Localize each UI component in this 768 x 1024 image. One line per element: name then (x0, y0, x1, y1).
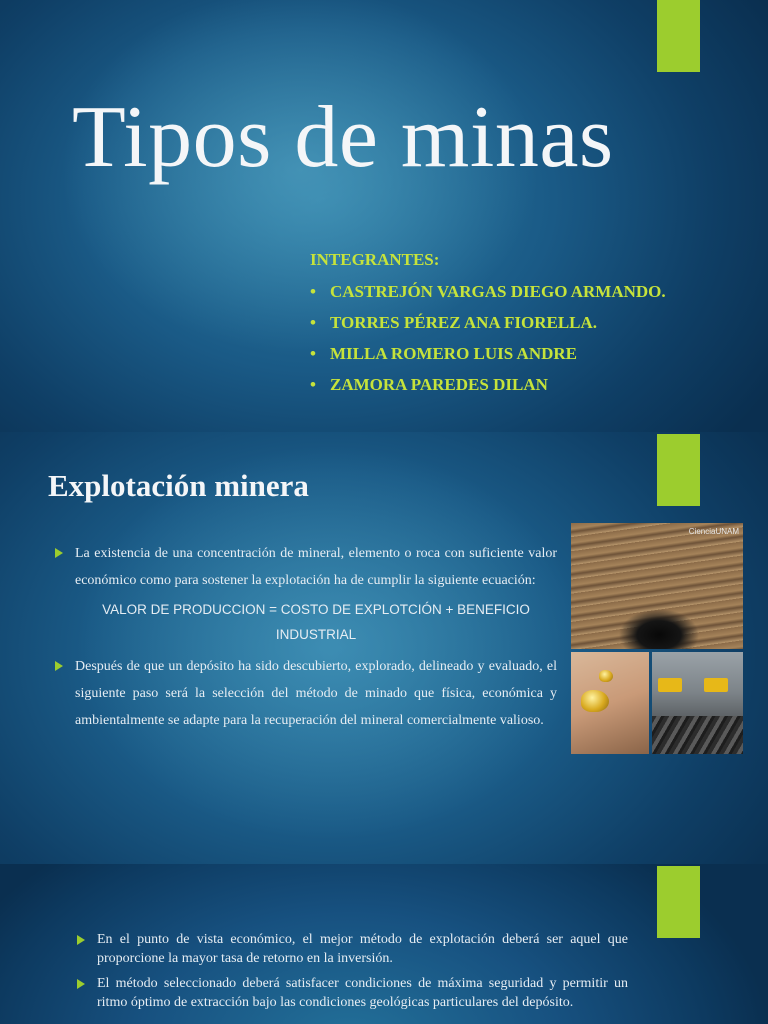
equation-text: VALOR DE PRODUCCION = COSTO DE EXPLOTCIÓN + BENEFICIO INDUSTRIAL (102, 602, 530, 642)
bullet-paragraph: La existencia de una concentración de mineral, elemento o roca con suficiente valor económico como para sostener la explotación ha de cumplir la siguiente ecuación: (55, 540, 557, 594)
slide-title-heading: Tipos de minas (72, 89, 614, 186)
gold-nugget-shape (599, 670, 613, 682)
member-item: • ZAMORA PAREDES DILAN (310, 369, 666, 400)
slide-body (77, 930, 628, 1018)
truck-icon (658, 678, 682, 692)
rock-pile (652, 716, 743, 754)
green-accent-bar (657, 434, 700, 506)
mining-trucks-photo (652, 652, 743, 754)
members-heading: INTEGRANTES: (310, 250, 440, 269)
bullet-icon: • (310, 313, 316, 332)
member-item: • MILLA ROMERO LUIS ANDRE (310, 338, 666, 369)
bullet-icon: • (310, 375, 316, 394)
bullet-icon: • (310, 344, 316, 363)
open-pit-mine-photo (571, 523, 743, 649)
green-accent-bar (657, 0, 700, 72)
gold-nugget-shape (581, 690, 609, 712)
slide-title (0, 0, 768, 432)
member-item: • TORRES PÉREZ ANA FIORELLA. (310, 307, 666, 338)
section-heading: Explotación minera (48, 468, 309, 503)
slide-explotacion (0, 432, 768, 864)
bullet-icon: • (310, 282, 316, 301)
slide-body (55, 540, 557, 734)
bullet-paragraph: Después de que un depósito ha sido descubierto, explorado, delineado y evaluado, el siguiente paso será la selección del método de minado que física, económica y ambientalmente se adapte para la recuperación del mineral comercialmente valioso. (55, 653, 557, 734)
bullet-paragraph: El método seleccionado deberá satisfacer condiciones de máxima seguridad y permitir un ritmo óptimo de extracción bajo las condiciones geológicas particulares del depósito. (77, 974, 628, 1012)
bullet-paragraph: En el punto de vista económico, el mejor método de explotación deberá ser aquel que proporcione la mayor tasa de retorno en la inversión. (77, 930, 628, 968)
triangle-bullet-icon (77, 979, 85, 989)
member-item: • CASTREJÓN VARGAS DIEGO ARMANDO. (310, 276, 666, 307)
members-list (310, 246, 666, 400)
truck-icon (704, 678, 728, 692)
gold-nugget-photo (571, 652, 649, 754)
slide-metodo (0, 864, 768, 1024)
green-accent-bar (657, 866, 700, 938)
triangle-bullet-icon (77, 935, 85, 945)
triangle-bullet-icon (55, 661, 63, 671)
photo-watermark: CienciaUNAM (688, 527, 739, 536)
triangle-bullet-icon (55, 548, 63, 558)
